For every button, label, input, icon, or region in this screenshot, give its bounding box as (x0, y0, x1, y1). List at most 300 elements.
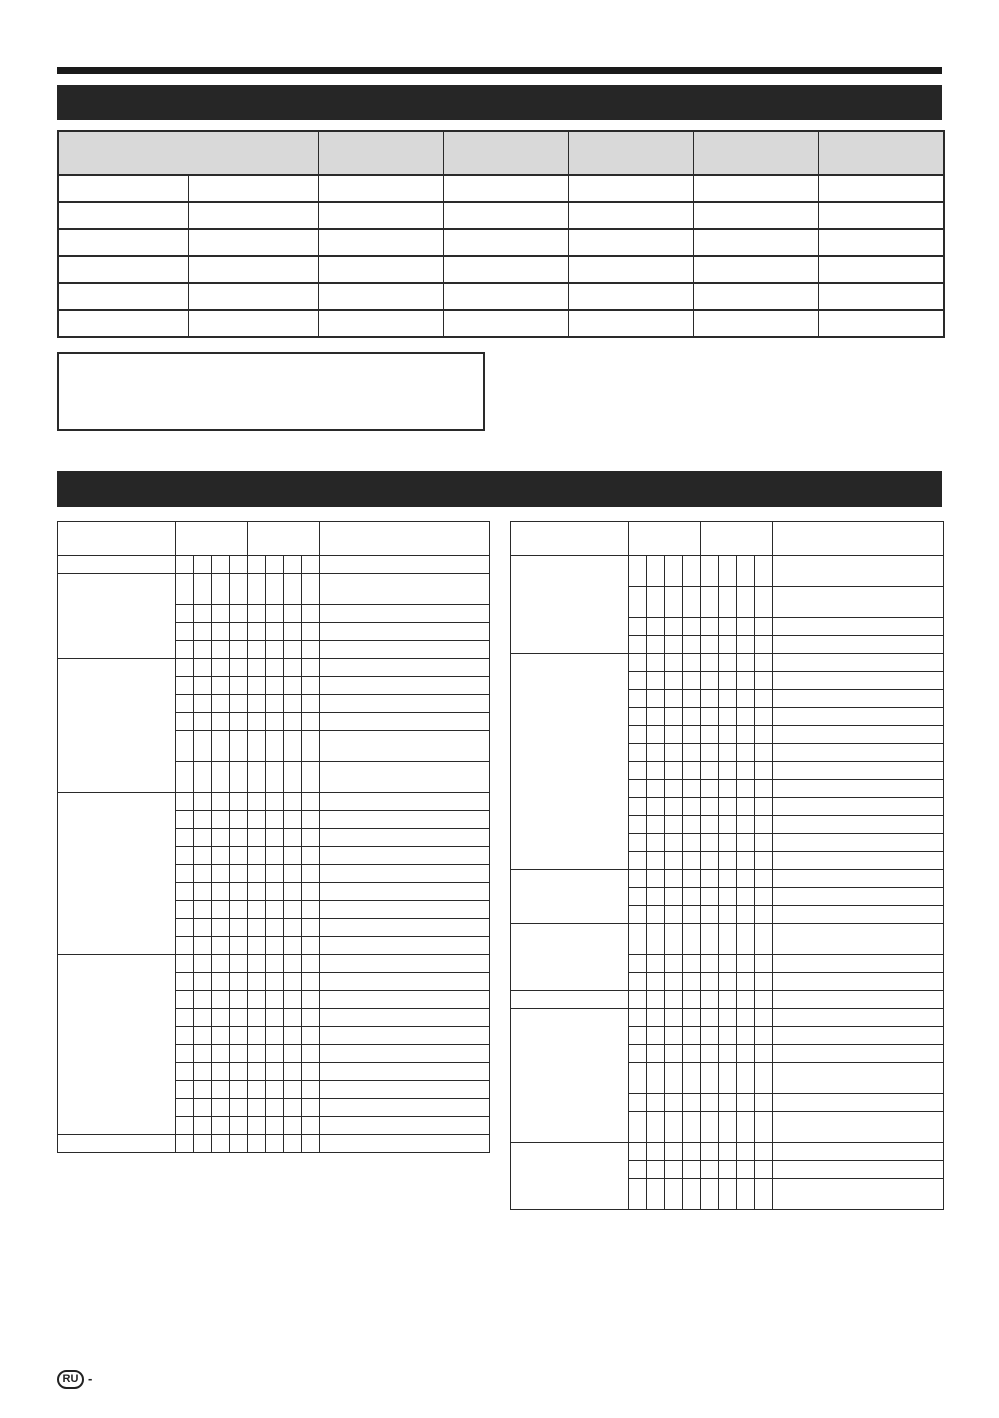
compat-mark-cell (737, 973, 755, 991)
compat-mark-cell (719, 556, 737, 587)
compat-mark-cell (737, 906, 755, 924)
compat-mark-cell (212, 1135, 230, 1153)
compat-mark-cell (284, 865, 302, 883)
compat-mark-cell (737, 834, 755, 852)
spec-table-cell (443, 175, 568, 202)
compat-mark-cell (230, 556, 248, 574)
compat-description-cell (773, 1161, 944, 1179)
compat-mark-cell (176, 847, 194, 865)
compat-mark-cell (683, 690, 701, 708)
compat-row (58, 556, 490, 574)
compat-mark-cell (701, 1179, 719, 1210)
compat-mark-cell (230, 919, 248, 937)
compat-mark-cell (176, 1063, 194, 1081)
compat-mark-cell (176, 574, 194, 605)
spec-header-cell (58, 131, 318, 175)
compat-group-label (511, 870, 629, 924)
compat-mark-cell (266, 1045, 284, 1063)
compat-mark-cell (629, 906, 647, 924)
compat-mark-cell (266, 865, 284, 883)
compat-mark-cell (629, 744, 647, 762)
spec-table-cell (443, 283, 568, 310)
compat-description-cell (320, 793, 490, 811)
compat-mark-cell (284, 556, 302, 574)
compat-mark-cell (629, 672, 647, 690)
compat-mark-cell (719, 991, 737, 1009)
spec-table-row (58, 202, 944, 229)
compat-description-cell (773, 587, 944, 618)
spec-table-row (58, 256, 944, 283)
compat-mark-cell (194, 1027, 212, 1045)
compat-header-cell (773, 522, 944, 556)
compat-mark-cell (755, 744, 773, 762)
compat-mark-cell (248, 1027, 266, 1045)
compat-mark-cell (719, 672, 737, 690)
compat-mark-cell (737, 618, 755, 636)
compat-mark-cell (302, 1009, 320, 1027)
compat-mark-cell (629, 708, 647, 726)
compat-mark-cell (719, 834, 737, 852)
compat-mark-cell (248, 1063, 266, 1081)
compat-mark-cell (755, 834, 773, 852)
compat-mark-cell (248, 973, 266, 991)
spec-table-header-row (58, 131, 944, 175)
compat-mark-cell (212, 556, 230, 574)
compat-mark-cell (719, 587, 737, 618)
compat-mark-cell (176, 811, 194, 829)
compat-mark-cell (665, 1045, 683, 1063)
compat-mark-cell (212, 847, 230, 865)
compat-mark-cell (194, 605, 212, 623)
spec-header-cell (318, 131, 443, 175)
compat-mark-cell (284, 695, 302, 713)
compat-group-label (58, 1135, 176, 1153)
compat-row (58, 793, 490, 811)
compat-mark-cell (719, 1094, 737, 1112)
compat-mark-cell (176, 1009, 194, 1027)
compat-mark-cell (719, 924, 737, 955)
compat-mark-cell (755, 798, 773, 816)
compat-mark-cell (230, 847, 248, 865)
compat-group-label (511, 654, 629, 870)
compat-mark-cell (212, 865, 230, 883)
compat-mark-cell (230, 883, 248, 901)
compat-mark-cell (212, 811, 230, 829)
compat-mark-cell (629, 1161, 647, 1179)
compat-description-cell (773, 906, 944, 924)
compat-mark-cell (230, 811, 248, 829)
compat-mark-cell (212, 919, 230, 937)
compat-description-cell (320, 677, 490, 695)
spec-table-cell (58, 256, 188, 283)
spec-header-cell (568, 131, 693, 175)
compat-mark-cell (737, 780, 755, 798)
compat-mark-cell (665, 798, 683, 816)
compat-mark-cell (683, 1161, 701, 1179)
compat-mark-cell (665, 1112, 683, 1143)
compat-mark-cell (701, 870, 719, 888)
compat-mark-cell (755, 690, 773, 708)
compat-mark-cell (737, 870, 755, 888)
compat-mark-cell (230, 731, 248, 762)
compat-mark-cell (683, 1179, 701, 1210)
compat-mark-cell (194, 1081, 212, 1099)
compat-mark-cell (755, 1009, 773, 1027)
compat-mark-cell (266, 623, 284, 641)
spec-table-cell (188, 202, 318, 229)
compat-mark-cell (266, 556, 284, 574)
compat-mark-cell (647, 906, 665, 924)
compat-mark-cell (665, 1027, 683, 1045)
compat-group-label (58, 955, 176, 1135)
compat-mark-cell (302, 1081, 320, 1099)
compat-mark-cell (665, 654, 683, 672)
compat-mark-cell (212, 973, 230, 991)
compat-mark-cell (647, 888, 665, 906)
spec-table-cell (318, 283, 443, 310)
compat-mark-cell (701, 973, 719, 991)
compat-mark-cell (176, 937, 194, 955)
compat-mark-cell (719, 1112, 737, 1143)
compat-mark-cell (701, 690, 719, 708)
compat-mark-cell (629, 780, 647, 798)
compat-mark-cell (629, 924, 647, 955)
spec-table-cell (568, 229, 693, 256)
spec-table-cell (568, 202, 693, 229)
compat-mark-cell (665, 672, 683, 690)
compat-mark-cell (284, 713, 302, 731)
compat-row (511, 654, 944, 672)
compat-mark-cell (248, 659, 266, 677)
compat-mark-cell (266, 1009, 284, 1027)
compat-mark-cell (755, 888, 773, 906)
compat-mark-cell (701, 1027, 719, 1045)
compat-mark-cell (266, 901, 284, 919)
compat-mark-cell (284, 574, 302, 605)
spec-table-cell (58, 310, 188, 337)
compat-mark-cell (230, 695, 248, 713)
compat-mark-cell (212, 1117, 230, 1135)
compat-mark-cell (683, 1094, 701, 1112)
compat-description-cell (773, 834, 944, 852)
page-number-dash: - (88, 1371, 93, 1386)
compat-mark-cell (248, 829, 266, 847)
compat-mark-cell (194, 556, 212, 574)
compat-row (511, 870, 944, 888)
spec-table-cell (318, 256, 443, 283)
compat-mark-cell (629, 816, 647, 834)
compat-row (511, 1009, 944, 1027)
compat-description-cell (320, 883, 490, 901)
compat-mark-cell (176, 793, 194, 811)
compat-mark-cell (683, 726, 701, 744)
compat-mark-cell (737, 1161, 755, 1179)
compat-mark-cell (284, 762, 302, 793)
compat-mark-cell (737, 672, 755, 690)
compat-mark-cell (284, 1063, 302, 1081)
compat-mark-cell (647, 1112, 665, 1143)
compat-mark-cell (266, 1099, 284, 1117)
compat-header-cell (248, 522, 320, 556)
compat-mark-cell (755, 726, 773, 744)
compat-mark-cell (230, 713, 248, 731)
compat-description-cell (773, 1143, 944, 1161)
compat-mark-cell (683, 744, 701, 762)
compat-mark-cell (302, 955, 320, 973)
compat-mark-cell (755, 672, 773, 690)
compat-mark-cell (755, 1063, 773, 1094)
compat-group-label (58, 574, 176, 659)
compat-mark-cell (212, 1063, 230, 1081)
compat-mark-cell (629, 834, 647, 852)
compat-mark-cell (176, 556, 194, 574)
compat-mark-cell (683, 1045, 701, 1063)
compat-mark-cell (212, 731, 230, 762)
compat-mark-cell (665, 852, 683, 870)
compat-mark-cell (248, 1135, 266, 1153)
compat-mark-cell (176, 973, 194, 991)
compat-description-cell (320, 731, 490, 762)
compat-mark-cell (194, 919, 212, 937)
compat-mark-cell (755, 654, 773, 672)
compat-mark-cell (284, 793, 302, 811)
compat-mark-cell (212, 937, 230, 955)
spec-table-cell (568, 310, 693, 337)
compat-mark-cell (755, 906, 773, 924)
compat-description-cell (320, 659, 490, 677)
compat-description-cell (773, 852, 944, 870)
compat-mark-cell (647, 744, 665, 762)
compat-mark-cell (683, 636, 701, 654)
compat-mark-cell (284, 1009, 302, 1027)
compat-row (58, 574, 490, 605)
compat-mark-cell (665, 924, 683, 955)
compat-mark-cell (230, 865, 248, 883)
spec-header-cell (693, 131, 818, 175)
compat-mark-cell (302, 901, 320, 919)
compat-mark-cell (284, 901, 302, 919)
compat-mark-cell (755, 1045, 773, 1063)
compat-mark-cell (647, 762, 665, 780)
compat-mark-cell (194, 991, 212, 1009)
compat-mark-cell (629, 762, 647, 780)
compat-mark-cell (284, 937, 302, 955)
compat-mark-cell (248, 991, 266, 1009)
compat-mark-cell (665, 690, 683, 708)
compat-mark-cell (248, 847, 266, 865)
spec-header-cell (818, 131, 944, 175)
compat-mark-cell (284, 623, 302, 641)
compat-mark-cell (755, 618, 773, 636)
compat-mark-cell (683, 587, 701, 618)
compat-description-cell (320, 641, 490, 659)
spec-table-cell (188, 283, 318, 310)
compat-mark-cell (194, 847, 212, 865)
compat-mark-cell (701, 1161, 719, 1179)
compat-mark-cell (701, 636, 719, 654)
compat-mark-cell (629, 1027, 647, 1045)
spec-table-cell (693, 310, 818, 337)
compat-mark-cell (194, 677, 212, 695)
compat-description-cell (773, 726, 944, 744)
compat-description-cell (773, 556, 944, 587)
compat-mark-cell (176, 713, 194, 731)
compat-mark-cell (683, 556, 701, 587)
compat-mark-cell (737, 888, 755, 906)
compat-mark-cell (266, 811, 284, 829)
compat-mark-cell (302, 605, 320, 623)
spec-table-cell (693, 283, 818, 310)
compat-mark-cell (230, 955, 248, 973)
compat-mark-cell (719, 870, 737, 888)
compat-mark-cell (719, 1009, 737, 1027)
compat-mark-cell (665, 816, 683, 834)
compat-mark-cell (665, 744, 683, 762)
compat-mark-cell (302, 865, 320, 883)
compat-mark-cell (647, 708, 665, 726)
compat-group-label (511, 1009, 629, 1143)
compat-mark-cell (194, 1135, 212, 1153)
spec-table-cell (818, 175, 944, 202)
compat-mark-cell (212, 762, 230, 793)
compat-mark-cell (194, 901, 212, 919)
spec-table-row (58, 283, 944, 310)
compat-mark-cell (212, 695, 230, 713)
compat-mark-cell (665, 888, 683, 906)
compat-mark-cell (194, 829, 212, 847)
spec-table-cell (568, 175, 693, 202)
compat-mark-cell (176, 677, 194, 695)
compat-description-cell (773, 1045, 944, 1063)
compat-mark-cell (683, 672, 701, 690)
compat-mark-cell (302, 762, 320, 793)
compat-mark-cell (683, 762, 701, 780)
compat-mark-cell (701, 955, 719, 973)
spec-table-cell (568, 256, 693, 283)
compat-mark-cell (176, 1081, 194, 1099)
compat-mark-cell (737, 1063, 755, 1094)
compat-mark-cell (194, 731, 212, 762)
compat-description-cell (320, 1027, 490, 1045)
compat-mark-cell (176, 1117, 194, 1135)
compat-mark-cell (248, 574, 266, 605)
compat-description-cell (320, 574, 490, 605)
compat-mark-cell (284, 677, 302, 695)
compat-mark-cell (302, 641, 320, 659)
compat-mark-cell (194, 659, 212, 677)
compat-mark-cell (230, 991, 248, 1009)
compat-mark-cell (665, 636, 683, 654)
compat-mark-cell (647, 780, 665, 798)
compat-mark-cell (176, 919, 194, 937)
compat-description-cell (320, 1045, 490, 1063)
compat-row (511, 991, 944, 1009)
compat-mark-cell (302, 973, 320, 991)
compat-mark-cell (266, 574, 284, 605)
compat-mark-cell (284, 1135, 302, 1153)
compat-header-row (58, 522, 490, 556)
compat-mark-cell (248, 623, 266, 641)
compat-mark-cell (176, 901, 194, 919)
compat-mark-cell (248, 556, 266, 574)
compat-mark-cell (683, 780, 701, 798)
compat-header-cell (320, 522, 490, 556)
compat-mark-cell (755, 973, 773, 991)
compat-mark-cell (629, 726, 647, 744)
compat-mark-cell (284, 829, 302, 847)
compat-mark-cell (629, 1112, 647, 1143)
compat-mark-cell (629, 1094, 647, 1112)
compat-mark-cell (176, 641, 194, 659)
compat-mark-cell (701, 816, 719, 834)
compat-mark-cell (683, 906, 701, 924)
compat-mark-cell (683, 654, 701, 672)
compat-mark-cell (665, 991, 683, 1009)
compat-mark-cell (248, 731, 266, 762)
right-compat-table (510, 521, 944, 1210)
compat-mark-cell (302, 659, 320, 677)
compat-description-cell (773, 1112, 944, 1143)
compat-mark-cell (212, 574, 230, 605)
compat-mark-cell (683, 1027, 701, 1045)
compat-description-cell (773, 1009, 944, 1027)
compat-description-cell (320, 919, 490, 937)
compat-mark-cell (266, 847, 284, 865)
compat-mark-cell (665, 834, 683, 852)
spec-table-cell (188, 229, 318, 256)
compat-mark-cell (629, 973, 647, 991)
compat-mark-cell (683, 924, 701, 955)
compat-mark-cell (194, 955, 212, 973)
compat-mark-cell (737, 1045, 755, 1063)
compat-mark-cell (248, 1009, 266, 1027)
compat-mark-cell (230, 937, 248, 955)
compat-mark-cell (302, 991, 320, 1009)
compat-mark-cell (176, 955, 194, 973)
compat-mark-cell (647, 955, 665, 973)
compat-mark-cell (755, 816, 773, 834)
compat-mark-cell (212, 1027, 230, 1045)
compat-mark-cell (701, 726, 719, 744)
spec-table-cell (318, 310, 443, 337)
compat-mark-cell (212, 605, 230, 623)
compat-description-cell (773, 654, 944, 672)
compat-description-cell (773, 870, 944, 888)
compat-mark-cell (701, 780, 719, 798)
compat-description-cell (773, 744, 944, 762)
compat-mark-cell (647, 816, 665, 834)
compat-mark-cell (683, 852, 701, 870)
compat-mark-cell (230, 901, 248, 919)
compat-mark-cell (194, 1009, 212, 1027)
compat-mark-cell (737, 690, 755, 708)
compat-mark-cell (230, 659, 248, 677)
compat-mark-cell (683, 834, 701, 852)
compat-mark-cell (701, 762, 719, 780)
compat-mark-cell (248, 695, 266, 713)
compat-description-cell (773, 762, 944, 780)
compat-mark-cell (284, 847, 302, 865)
compat-mark-cell (284, 919, 302, 937)
compat-mark-cell (719, 816, 737, 834)
compat-mark-cell (248, 641, 266, 659)
compat-mark-cell (230, 1045, 248, 1063)
language-badge: RU (57, 1370, 84, 1389)
spec-table-cell (818, 256, 944, 283)
compat-mark-cell (212, 1099, 230, 1117)
compat-mark-cell (701, 1063, 719, 1094)
compat-mark-cell (737, 762, 755, 780)
